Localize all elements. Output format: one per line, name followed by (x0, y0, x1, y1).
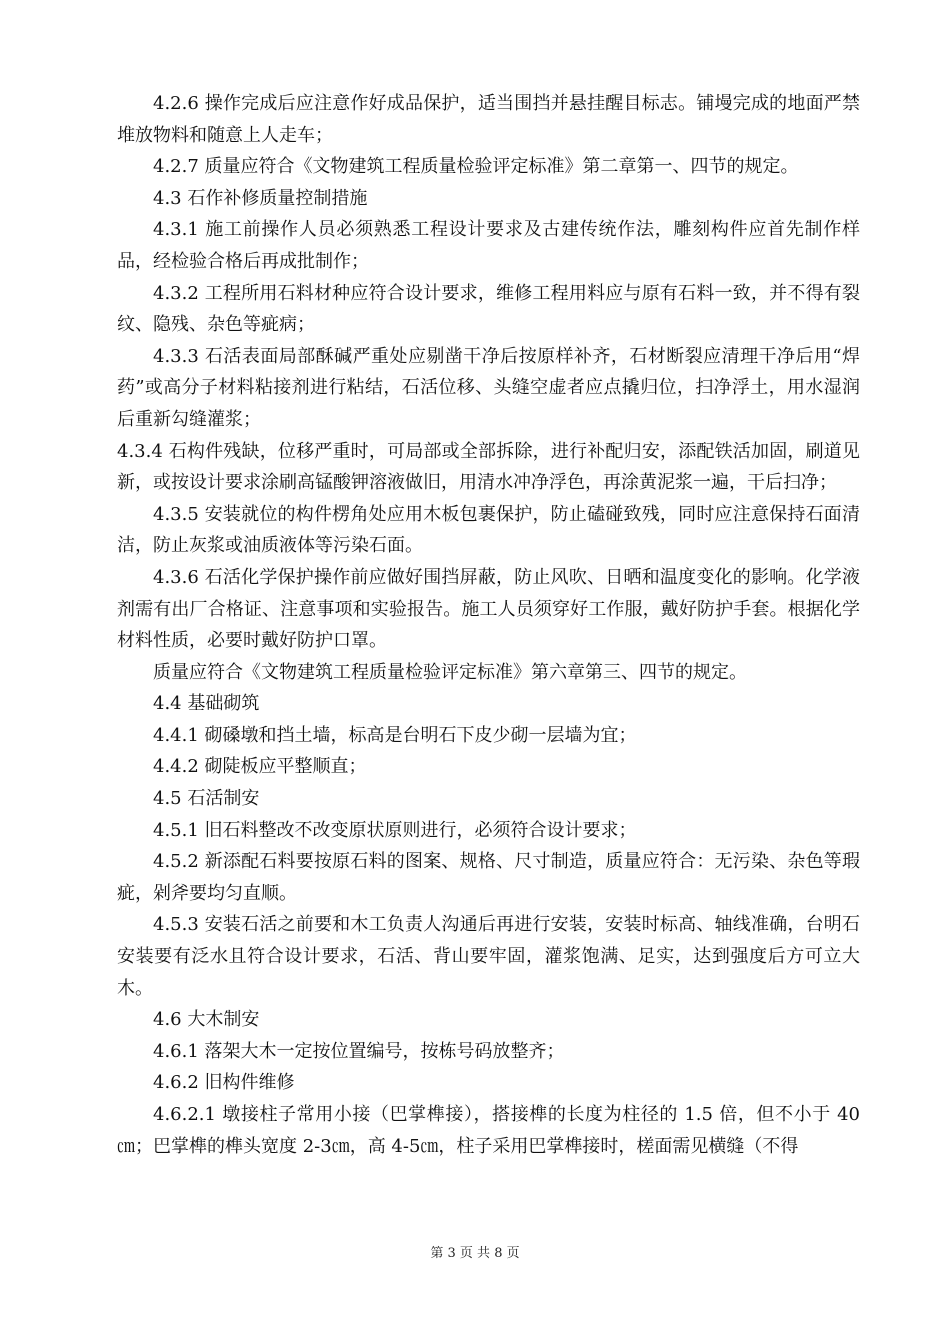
page-number-label: 第 3 页 共 8 页 (430, 1246, 520, 1261)
paragraph-4-3-4: 4.3.4 石构件残缺，位移严重时，可局部或全部拆除，进行补配归安，添配铁活加固，刷道见新，或按设计要求涂刷高锰酸钾溶液做旧，用清水冲净浮色，再涂黄泥浆一遍，干后扫净； (117, 440, 860, 494)
paragraph-4-3-1: 4.3.1 施工前操作人员必须熟悉工程设计要求及古建传统作法，雕刻构件应首先制作样品，经检验合格后再成批制作； (117, 219, 860, 272)
paragraph-4-5-1: 4.5.1 旧石料整改不改变原状原则进行，必须符合设计要求； (153, 819, 637, 841)
paragraph-4-6-2-1: 4.6.2.1 墩接柱子常用小接（巴掌榫接），搭接榫的长度为柱径的 1.5 倍，但不小于 40㎝；巴掌榫的榫头宽度 2-3㎝，高 4-5㎝，柱子采用巴掌榫接时，槎面需见横缝（不得 (117, 1104, 860, 1157)
paragraph-4-2-7: 4.2.7 质量应符合《文物建筑工程质量检验评定标准》第二章第一、四节的规定。 (153, 156, 799, 178)
paragraph-4-3-2: 4.3.2 工程所用石料材种应符合设计要求，维修工程用料应与原有石料一致，并不得有裂纹、隐残、杂色等疵病； (117, 282, 860, 336)
paragraph-quality-standard: 质量应符合《文物建筑工程质量检验评定标准》第六章第三、四节的规定。 (153, 661, 747, 683)
paragraph-4-6-1: 4.6.1 落架大木一定按位置编号，按栋号码放整齐； (153, 1040, 565, 1062)
section-heading-4-4: 4.4 基础砌筑 (153, 693, 260, 715)
paragraph-4-5-2: 4.5.2 新添配石料要按原石料的图案、规格、尺寸制造，质量应符合：无污染、杂色等瑕疵，剁斧要均匀直顺。 (117, 851, 860, 904)
page-footer (0, 1245, 950, 1263)
paragraph-4-3-6: 4.3.6 石活化学保护操作前应做好围挡屏蔽，防止风吹、日晒和温度变化的影响。化学液剂需有出厂合格证、注意事项和实验报告。施工人员须穿好工作服，戴好防护手套。根据化学材料性质，必要时戴好防护口罩。 (117, 566, 860, 652)
paragraph-4-4-2: 4.4.2 砌陡板应平整顺直； (153, 756, 367, 778)
section-heading-4-6: 4.6 大木制安 (153, 1009, 260, 1031)
paragraph-4-4-1: 4.4.1 砌磉墩和挡土墙，标高是台明石下皮少砌一层墙为宜； (153, 724, 637, 746)
paragraph-4-3-3: 4.3.3 石活表面局部酥碱严重处应剔凿干净后按原样补齐，石材断裂应清理干净后用“焊药”或高分子材料粘接剂进行粘结，石活位移、头缝空虚者应点撬归位，扫净浮土，用水湿润后重新勾缝灌浆； (117, 345, 860, 430)
paragraph-4-3-5: 4.3.5 安装就位的构件楞角处应用木板包裹保护，防止磕碰致残，同时应注意保持石面清洁，防止灰浆或油质液体等污染石面。 (117, 503, 860, 557)
section-heading-4-3: 4.3 石作补修质量控制措施 (153, 187, 368, 209)
paragraph-4-6-2: 4.6.2 旧构件维修 (153, 1072, 295, 1094)
paragraph-4-2-6: 4.2.6 操作完成后应注意作好成品保护，适当围挡并悬挂醒目标志。铺墁完成的地面严禁堆放物料和随意上人走车； (117, 93, 860, 146)
paragraph-4-5-3: 4.5.3 安装石活之前要和木工负责人沟通后再进行安装，安装时标高、轴线准确，台明石安装要有泛水且符合设计要求，石活、背山要牢固，灌浆饱满、足实，达到强度后方可立大木。 (117, 914, 860, 999)
section-heading-4-5: 4.5 石活制安 (153, 788, 260, 810)
document-body (117, 88, 860, 1162)
